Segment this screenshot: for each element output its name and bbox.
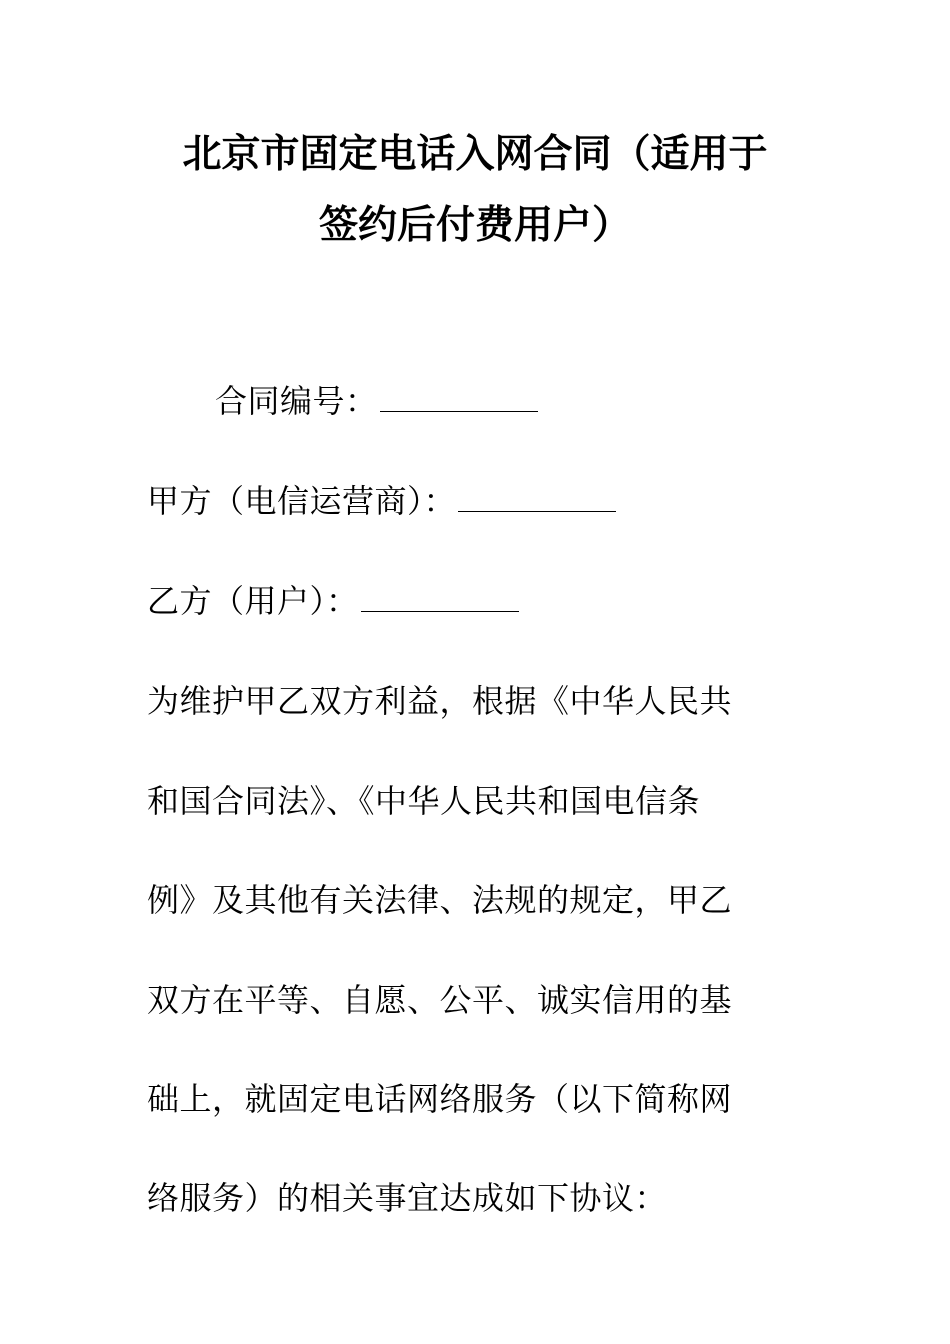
body-paragraph-line: 础上，就固定电话网络服务（以下简称网 [147, 1080, 733, 1118]
contract-number-blank [380, 381, 538, 412]
party-b-label: 乙方（用户）： [147, 582, 359, 620]
party-b-row [147, 581, 519, 621]
party-a-blank [458, 481, 616, 512]
contract-number-row [215, 381, 538, 421]
document-title-line-1: 北京市固定电话入网合同（适用于 [182, 132, 768, 177]
body-paragraph-line: 和国合同法》、《中华人民共和国电信条 [147, 782, 701, 820]
body-paragraph-line: 例》及其他有关法律、法规的规定，甲乙 [147, 881, 733, 919]
document-title-line-2: 签约后付费用户） [318, 203, 631, 248]
party-b-blank [361, 581, 519, 612]
contract-number-label: 合同编号： [215, 382, 378, 420]
party-a-row [147, 481, 616, 521]
body-paragraph-line: 络服务）的相关事宜达成如下协议： [147, 1179, 668, 1217]
body-paragraph-line: 为维护甲乙双方利益，根据《中华人民共 [147, 682, 733, 720]
body-paragraph-line: 双方在平等、自愿、公平、诚实信用的基 [147, 981, 733, 1019]
party-a-label: 甲方（电信运营商）： [147, 482, 457, 520]
